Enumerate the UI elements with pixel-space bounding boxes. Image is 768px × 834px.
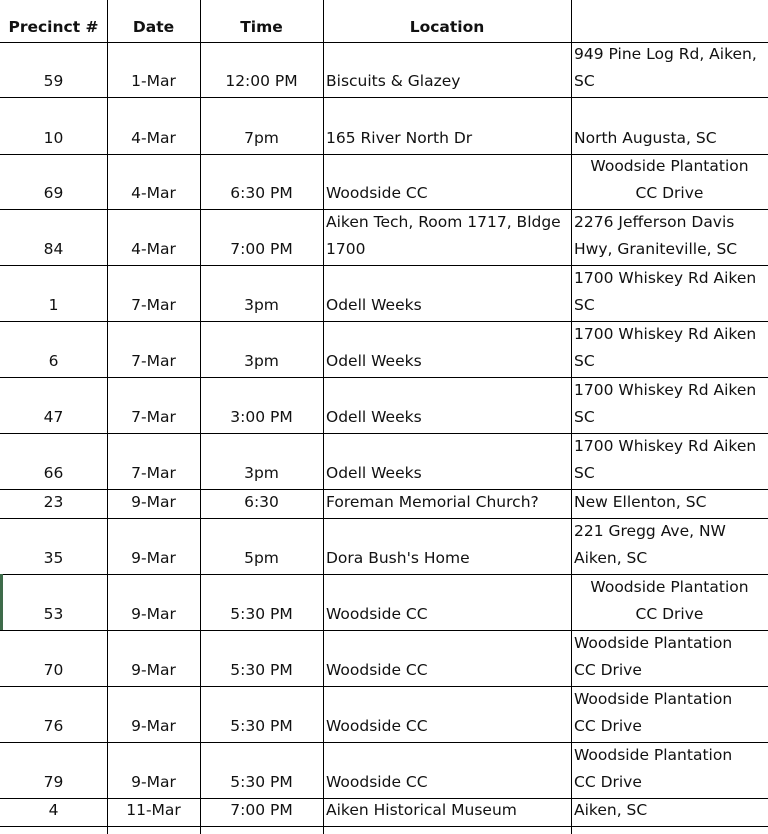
cell-location[interactable]: Woodside CC	[326, 605, 428, 623]
cell-date[interactable]: 7-Mar	[131, 464, 176, 482]
cell-date[interactable]: 7-Mar	[131, 352, 176, 370]
cell-address[interactable]: Aiken, SC	[574, 801, 648, 819]
cell-date[interactable]: 9-Mar	[131, 549, 176, 567]
cell-date[interactable]: 1-Mar	[131, 72, 176, 90]
cell-address[interactable]: 949 Pine Log Rd, Aiken,	[574, 45, 757, 63]
cell-time[interactable]: 12:00 PM	[225, 72, 298, 90]
header-date[interactable]: Date	[132, 18, 175, 36]
cell-address[interactable]: CC Drive	[635, 184, 704, 202]
cell-address[interactable]: 1700 Whiskey Rd Aiken	[574, 325, 757, 343]
header-location[interactable]: Location	[409, 18, 485, 36]
cell-address[interactable]: SC	[574, 464, 595, 482]
cell-precinct[interactable]: 69	[43, 184, 64, 202]
cell-precinct[interactable]: 53	[43, 605, 64, 623]
cell-location[interactable]: Odell Weeks	[326, 352, 422, 370]
cell-address[interactable]: CC Drive	[574, 773, 642, 791]
cell-address[interactable]: CC Drive	[574, 661, 642, 679]
cell-precinct[interactable]: 84	[43, 240, 64, 258]
cell-date[interactable]: 4-Mar	[131, 129, 176, 147]
cell-time[interactable]: 5pm	[244, 549, 279, 567]
cell-location[interactable]: Woodside CC	[326, 773, 428, 791]
cell-time[interactable]: 7:00 PM	[230, 801, 293, 819]
cell-date[interactable]: 9-Mar	[131, 493, 176, 511]
cell-date[interactable]: 9-Mar	[131, 773, 176, 791]
cell-location[interactable]: Biscuits & Glazey	[326, 72, 461, 90]
cell-time[interactable]: 3:00 PM	[230, 408, 293, 426]
cell-location[interactable]: Foreman Memorial Church?	[326, 493, 539, 511]
cell-address[interactable]: New Ellenton, SC	[574, 493, 707, 511]
cell-date[interactable]: 11-Mar	[126, 801, 181, 819]
row-divider	[0, 97, 768, 98]
cell-time[interactable]: 3pm	[244, 352, 279, 370]
cell-precinct[interactable]: 66	[43, 464, 64, 482]
cell-address[interactable]: Woodside Plantation	[590, 578, 749, 596]
cell-address[interactable]: CC Drive	[574, 717, 642, 735]
cell-date[interactable]: 7-Mar	[131, 296, 176, 314]
cell-time[interactable]: 7:00 PM	[230, 240, 293, 258]
cell-location[interactable]: 165 River North Dr	[326, 129, 473, 147]
cell-precinct[interactable]: 70	[43, 661, 64, 679]
cell-time[interactable]: 5:30 PM	[230, 717, 293, 735]
cell-date[interactable]: 9-Mar	[131, 605, 176, 623]
cell-address[interactable]: SC	[574, 352, 595, 370]
cell-date[interactable]: 4-Mar	[131, 240, 176, 258]
cell-location[interactable]: Aiken Tech, Room 1717, Bldge	[326, 213, 561, 231]
cell-location[interactable]: Odell Weeks	[326, 296, 422, 314]
cell-time[interactable]: 3pm	[244, 296, 279, 314]
cell-time[interactable]: 6:30	[244, 493, 279, 511]
cell-date[interactable]: 9-Mar	[131, 661, 176, 679]
cell-date[interactable]: 9-Mar	[131, 717, 176, 735]
cell-date[interactable]: 7-Mar	[131, 408, 176, 426]
cell-location[interactable]: 1700	[326, 240, 366, 258]
header-time[interactable]: Time	[240, 18, 283, 36]
cell-address[interactable]: CC Drive	[635, 605, 704, 623]
cell-address[interactable]: Woodside Plantation	[574, 690, 733, 708]
cell-precinct[interactable]: 10	[43, 129, 64, 147]
cell-precinct[interactable]: 47	[43, 408, 64, 426]
cell-address[interactable]: Woodside Plantation	[590, 157, 749, 175]
cell-address[interactable]: Woodside Plantation	[574, 634, 733, 652]
cell-address[interactable]: Hwy, Graniteville, SC	[574, 240, 738, 258]
cell-address[interactable]: Woodside Plantation	[574, 746, 733, 764]
cell-time[interactable]: 7pm	[244, 129, 279, 147]
cell-time[interactable]: 6:30 PM	[230, 184, 293, 202]
cell-location[interactable]: Dora Bush's Home	[326, 549, 470, 567]
cell-precinct[interactable]: 59	[43, 72, 64, 90]
cell-address[interactable]: 1700 Whiskey Rd Aiken	[574, 437, 757, 455]
cell-precinct[interactable]: 4	[48, 801, 59, 819]
cell-time[interactable]: 5:30 PM	[230, 661, 293, 679]
cell-precinct[interactable]: 76	[43, 717, 64, 735]
cell-address[interactable]: North Augusta, SC	[574, 129, 717, 147]
cell-location[interactable]: Woodside CC	[326, 717, 428, 735]
cell-address[interactable]: 2276 Jefferson Davis	[574, 213, 735, 231]
cell-precinct[interactable]: 1	[48, 296, 59, 314]
cell-precinct[interactable]: 6	[48, 352, 59, 370]
cell-location[interactable]: Woodside CC	[326, 661, 428, 679]
cell-address[interactable]: SC	[574, 72, 595, 90]
cell-date[interactable]: 4-Mar	[131, 184, 176, 202]
cell-time[interactable]: 5:30 PM	[230, 605, 293, 623]
header-precinct[interactable]: Precinct #	[8, 18, 99, 36]
cell-time[interactable]: 5:30 PM	[230, 773, 293, 791]
cell-address[interactable]: 1700 Whiskey Rd Aiken	[574, 269, 757, 287]
cell-address[interactable]: Aiken, SC	[574, 549, 648, 567]
cell-precinct[interactable]: 23	[43, 493, 64, 511]
cell-address[interactable]: 221 Gregg Ave, NW	[574, 522, 726, 540]
cell-address[interactable]: SC	[574, 408, 595, 426]
cell-location[interactable]: Odell Weeks	[326, 464, 422, 482]
cell-location[interactable]: Aiken Historical Museum	[326, 801, 517, 819]
cell-time[interactable]: 3pm	[244, 464, 279, 482]
cell-location[interactable]: Woodside CC	[326, 184, 428, 202]
cell-location[interactable]: Odell Weeks	[326, 408, 422, 426]
cell-precinct[interactable]: 35	[43, 549, 64, 567]
cell-address[interactable]: 1700 Whiskey Rd Aiken	[574, 381, 757, 399]
cell-address[interactable]: SC	[574, 296, 595, 314]
row-divider	[0, 826, 768, 827]
cell-precinct[interactable]: 79	[43, 773, 64, 791]
